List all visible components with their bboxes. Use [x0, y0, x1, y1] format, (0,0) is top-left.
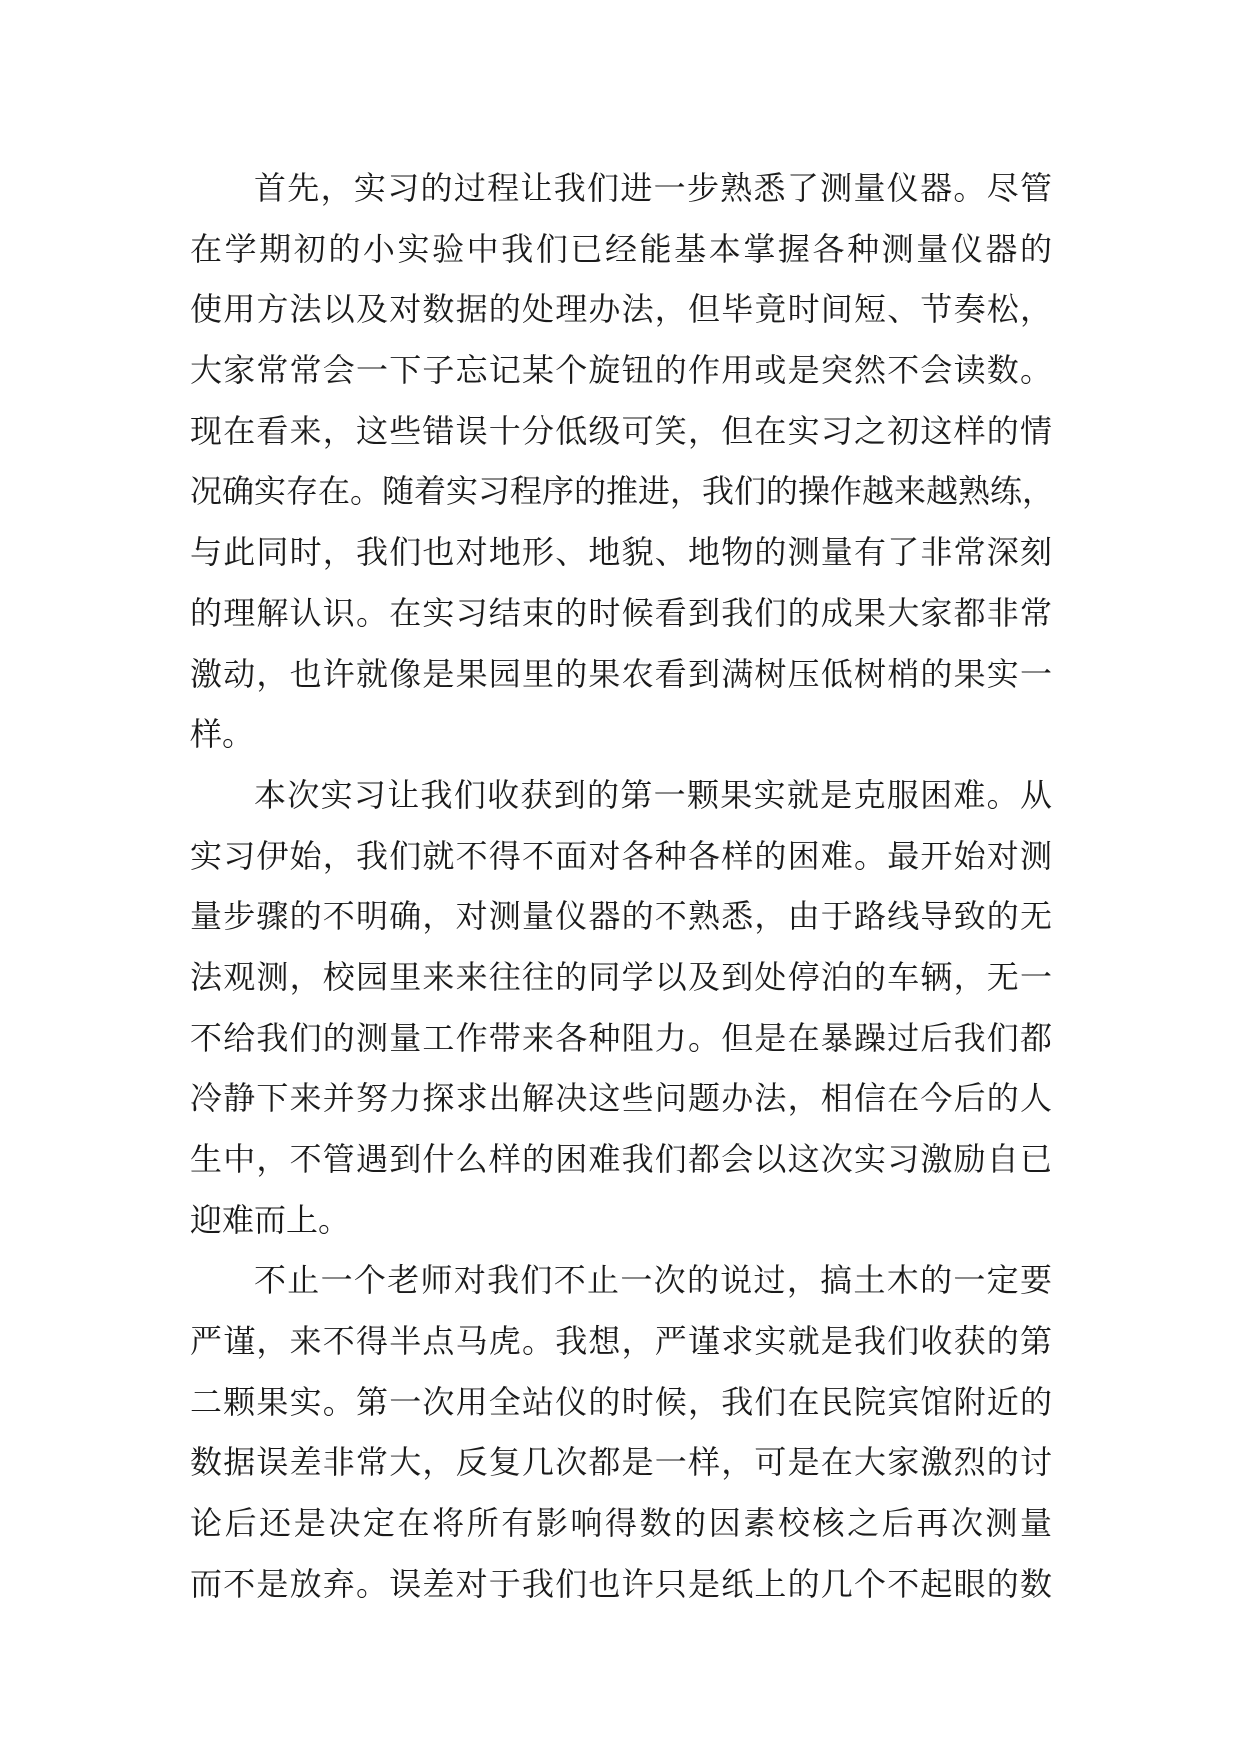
paragraph-3 [190, 1250, 1052, 1614]
text-line: 大家常常会一下子忘记某个旋钮的作用或是突然不会读数。 [190, 351, 1052, 390]
text-line: 样。 [190, 715, 255, 754]
paragraph-2 [190, 765, 1052, 1251]
text-line: 迎难而上。 [190, 1200, 351, 1239]
text-line: 首先，实习的过程让我们进一步熟悉了测量仪器。尽管 [254, 169, 1052, 207]
text-line: 本次实习让我们收获到的第一颗果实就是克服困难。从 [254, 775, 1052, 814]
text-line: 而不是放弃。误差对于我们也许只是纸上的几个不起眼的数 [190, 1564, 1052, 1603]
text-line: 激动，也许就像是果园里的果农看到满树压低树梢的果实一 [190, 654, 1052, 693]
text-line: 严谨，来不得半点马虎。我想，严谨求实就是我们收获的第 [190, 1322, 1052, 1361]
text-line: 现在看来，这些错误十分低级可笑，但在实习之初这样的情 [190, 411, 1052, 450]
text-line: 数据误差非常大，反复几次都是一样，可是在大家激烈的讨 [190, 1443, 1052, 1482]
text-line: 法观测，校园里来来往往的同学以及到处停泊的车辆，无一 [190, 957, 1052, 996]
body-text [190, 158, 1055, 1615]
text-line: 量步骤的不明确，对测量仪器的不熟悉，由于路线导致的无 [190, 897, 1052, 936]
text-line: 的理解认识。在实习结束的时候看到我们的成果大家都非常 [190, 593, 1052, 632]
text-line: 不止一个老师对我们不止一次的说过，搞土木的一定要 [254, 1261, 1052, 1300]
text-line: 二颗果实。第一次用全站仪的时候，我们在民院宾馆附近的 [190, 1382, 1052, 1421]
text-line: 冷静下来并努力探求出解决这些问题办法，相信在今后的人 [190, 1079, 1052, 1118]
paragraph-1 [190, 158, 1055, 765]
text-line: 与此同时，我们也对地形、地貌、地物的测量有了非常深刻 [190, 533, 1052, 572]
text-line: 不给我们的测量工作带来各种阻力。但是在暴躁过后我们都 [190, 1018, 1052, 1057]
text-line: 使用方法以及对数据的处理办法，但毕竟时间短、节奏松， [190, 290, 1052, 329]
text-line: 论后还是决定在将所有影响得数的因素校核之后再次测量 [190, 1504, 1052, 1543]
text-line: 况确实存在。随着实习程序的推进，我们的操作越来越熟练， [190, 472, 1055, 511]
text-line: 在学期初的小实验中我们已经能基本掌握各种测量仪器的 [190, 229, 1052, 268]
text-line: 生中，不管遇到什么样的困难我们都会以这次实习激励自已 [190, 1140, 1052, 1178]
text-line: 实习伊始，我们就不得不面对各种各样的困难。最开始对测 [190, 836, 1052, 875]
